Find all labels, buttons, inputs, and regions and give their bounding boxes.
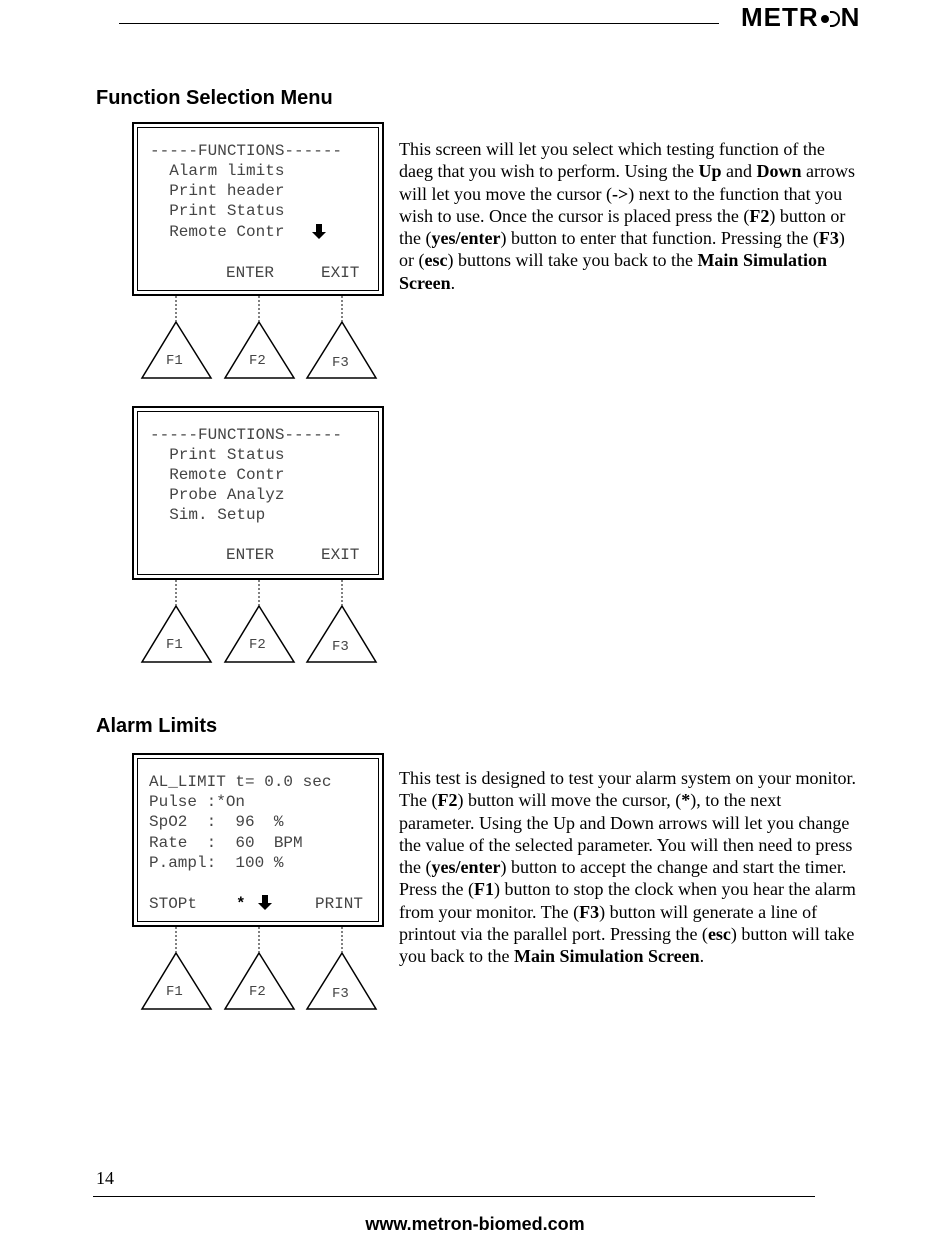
function-selection-description: This screen will let you select which testing function of the daeg that you wish to perform. Using the Up and Down arrows will let you move the cursor (->) next to the function that you wish to use. Once the cursor is placed press the (F2) button or the (yes/enter) button to enter that function. Pressing the (F3) or (esc) buttons will take you back to the Main Simulation Screen.: [399, 139, 855, 293]
footer-url[interactable]: www.metron-biomed.com: [365, 1214, 585, 1234]
f2-key-triangle[interactable]: [225, 606, 294, 662]
lcd-line: Pulse :*On: [149, 793, 246, 811]
print-label: PRINT: [315, 895, 364, 913]
lcd-line: Print header: [150, 182, 285, 200]
lcd-line: Rate : 60 BPM: [149, 834, 303, 852]
lcd-line: SpO2 : 96 %: [149, 813, 284, 831]
f3-key-label: F3: [332, 355, 349, 371]
f2-key-label: F2: [249, 353, 266, 369]
lcd-screen-functions-1: [132, 122, 384, 296]
f1-key-label: F1: [166, 353, 183, 369]
function-keys-1: [132, 296, 384, 382]
lcd-line: -----FUNCTIONS------: [150, 142, 343, 160]
function-keys-2: [132, 580, 384, 666]
lcd-line: Probe Analyz: [150, 486, 285, 504]
f2-key-triangle[interactable]: [225, 953, 294, 1009]
function-keys-3: [132, 927, 384, 1013]
logo-o-mark: [819, 8, 841, 28]
lcd-line: Remote Contr: [150, 466, 285, 484]
exit-label: EXIT: [321, 546, 360, 564]
header-rule: [119, 23, 719, 24]
cursor-star: *: [236, 895, 246, 913]
f1-key-triangle[interactable]: [142, 322, 211, 378]
footer-rule: [93, 1196, 815, 1197]
down-arrow-icon: [311, 223, 327, 241]
lcd-screen-alarm-limits: [132, 753, 384, 927]
enter-label: ENTER: [226, 264, 275, 282]
section-title-alarm-limits: Alarm Limits: [96, 715, 218, 737]
lcd-line: -----FUNCTIONS------: [150, 426, 343, 444]
section-title-function-selection: Function Selection Menu: [96, 87, 333, 109]
metron-logo: METR N: [741, 2, 861, 32]
f2-key-label: F2: [249, 984, 266, 1000]
lcd-line: Alarm limits: [150, 162, 285, 180]
enter-label: ENTER: [226, 546, 275, 564]
f1-key-triangle[interactable]: [142, 953, 211, 1009]
f1-key-triangle[interactable]: [142, 606, 211, 662]
lcd-line: Print Status: [150, 202, 285, 220]
down-arrow-icon: [257, 894, 273, 912]
lcd-line: Print Status: [150, 446, 285, 464]
f3-key-label: F3: [332, 986, 349, 1002]
f2-key-label: F2: [249, 637, 266, 653]
exit-label: EXIT: [321, 264, 360, 282]
stop-timer-label: STOPt: [149, 895, 198, 913]
f2-key-triangle[interactable]: [225, 322, 294, 378]
lcd-line: Remote Contr: [150, 223, 285, 241]
lcd-line: AL_LIMIT t= 0.0 sec: [149, 773, 332, 791]
f1-key-label: F1: [166, 637, 183, 653]
page-number: 14: [96, 1168, 114, 1188]
f1-key-label: F1: [166, 984, 183, 1000]
alarm-limits-description: This test is designed to test your alarm system on your monitor. The (F2) button will move the cursor, (*), to the next parameter. Using the Up and Down arrows will let you change the value of the selected parameter. You will then need to press the (yes/enter) button to accept the change and start the timer. Press the (F1) button to stop the clock when you hear the alarm from your monitor. The (F3) button will generate a line of printout via the parallel port. Pressing the (esc) button will take you back to the Main Simulation Screen.: [399, 768, 856, 967]
lcd-screen-functions-2: [132, 406, 384, 580]
lcd-line: P.ampl: 100 %: [149, 854, 284, 872]
f3-key-label: F3: [332, 639, 349, 655]
lcd-line: Sim. Setup: [150, 506, 266, 524]
